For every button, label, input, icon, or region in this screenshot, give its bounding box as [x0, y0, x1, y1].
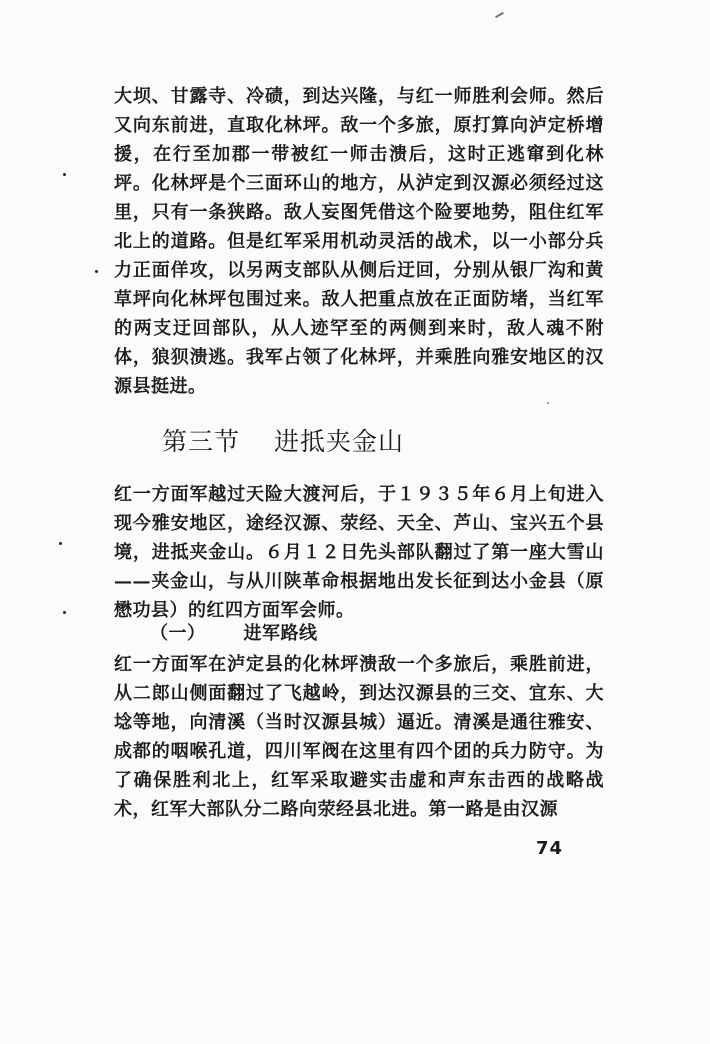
- section-title: 进抵夹金山: [274, 427, 405, 456]
- scan-speck: [547, 402, 549, 404]
- paragraph-march-route: 红一方面军在泸定县的化林坪溃敌一个多旅后，乘胜前进，从二郎山侧面翻过了飞越岭，到达汉源县的三交、宜东、大埝等地，向清溪（当时汉源县城）逼近。清溪是通往雅安、成都的咽喉孔道，四川军阀在这里有四个团的兵力防守。为了确保胜利北上，红军采取避实击虚和声东击西的战略战术，红军大部队分二路向荥经县北进。第一路是由汉源: [114, 654, 604, 820]
- section-number: 第三节: [162, 427, 241, 456]
- page-number: 74: [536, 838, 564, 859]
- subsection-heading: [150, 621, 318, 647]
- scan-speck: [95, 270, 98, 273]
- scan-mark: [495, 12, 504, 18]
- paragraph-jiajinshan-intro: 红一方面军越过天险大渡河后，于１９３５年６月上旬进入现今雅安地区，途经汉源、荥经、天全、芦山、宝兴五个县境，进抵夹金山。６月１２日先头部队翻过了第一座大雪山——夹金山，与从川陕革命根据地出发长征到达小金县（原懋功县）的红四方面军会师。: [114, 484, 604, 621]
- scan-speck: [63, 173, 66, 176]
- scan-speck: [59, 542, 62, 545]
- paragraph-hualinping: 大坝、甘露寺、冷碛，到达兴隆，与红一师胜利会师。然后又向东前进，直取化林坪。敌一个多旅，原打算向泸定桥增援，在行至加郡一带被红一师击溃后，这时正逃窜到化林坪。化林坪是个三面环山的地方，从泸定到汉源必须经过这里，只有一条狭路。敌人妄图凭借这个险要地势，阻住红军北上的道路。但是红军采用机动灵活的战术，以一小部分兵力正面佯攻，以另两支部队从侧后迂回，分别从银厂沟和黄草坪向化林坪包围过来。敌人把重点放在正面防堵，当红军的两支迂回部队，从人迹罕至的两侧到来时，敌人魂不附体，狼狈溃逃。我军占领了化林坪，并乘胜向雅安地区的汉源县挺进。: [114, 86, 604, 397]
- subsection-title: 进军路线: [243, 623, 318, 644]
- scan-speck: [63, 611, 66, 614]
- section-heading: [162, 426, 404, 458]
- subsection-number: （一）: [150, 623, 206, 644]
